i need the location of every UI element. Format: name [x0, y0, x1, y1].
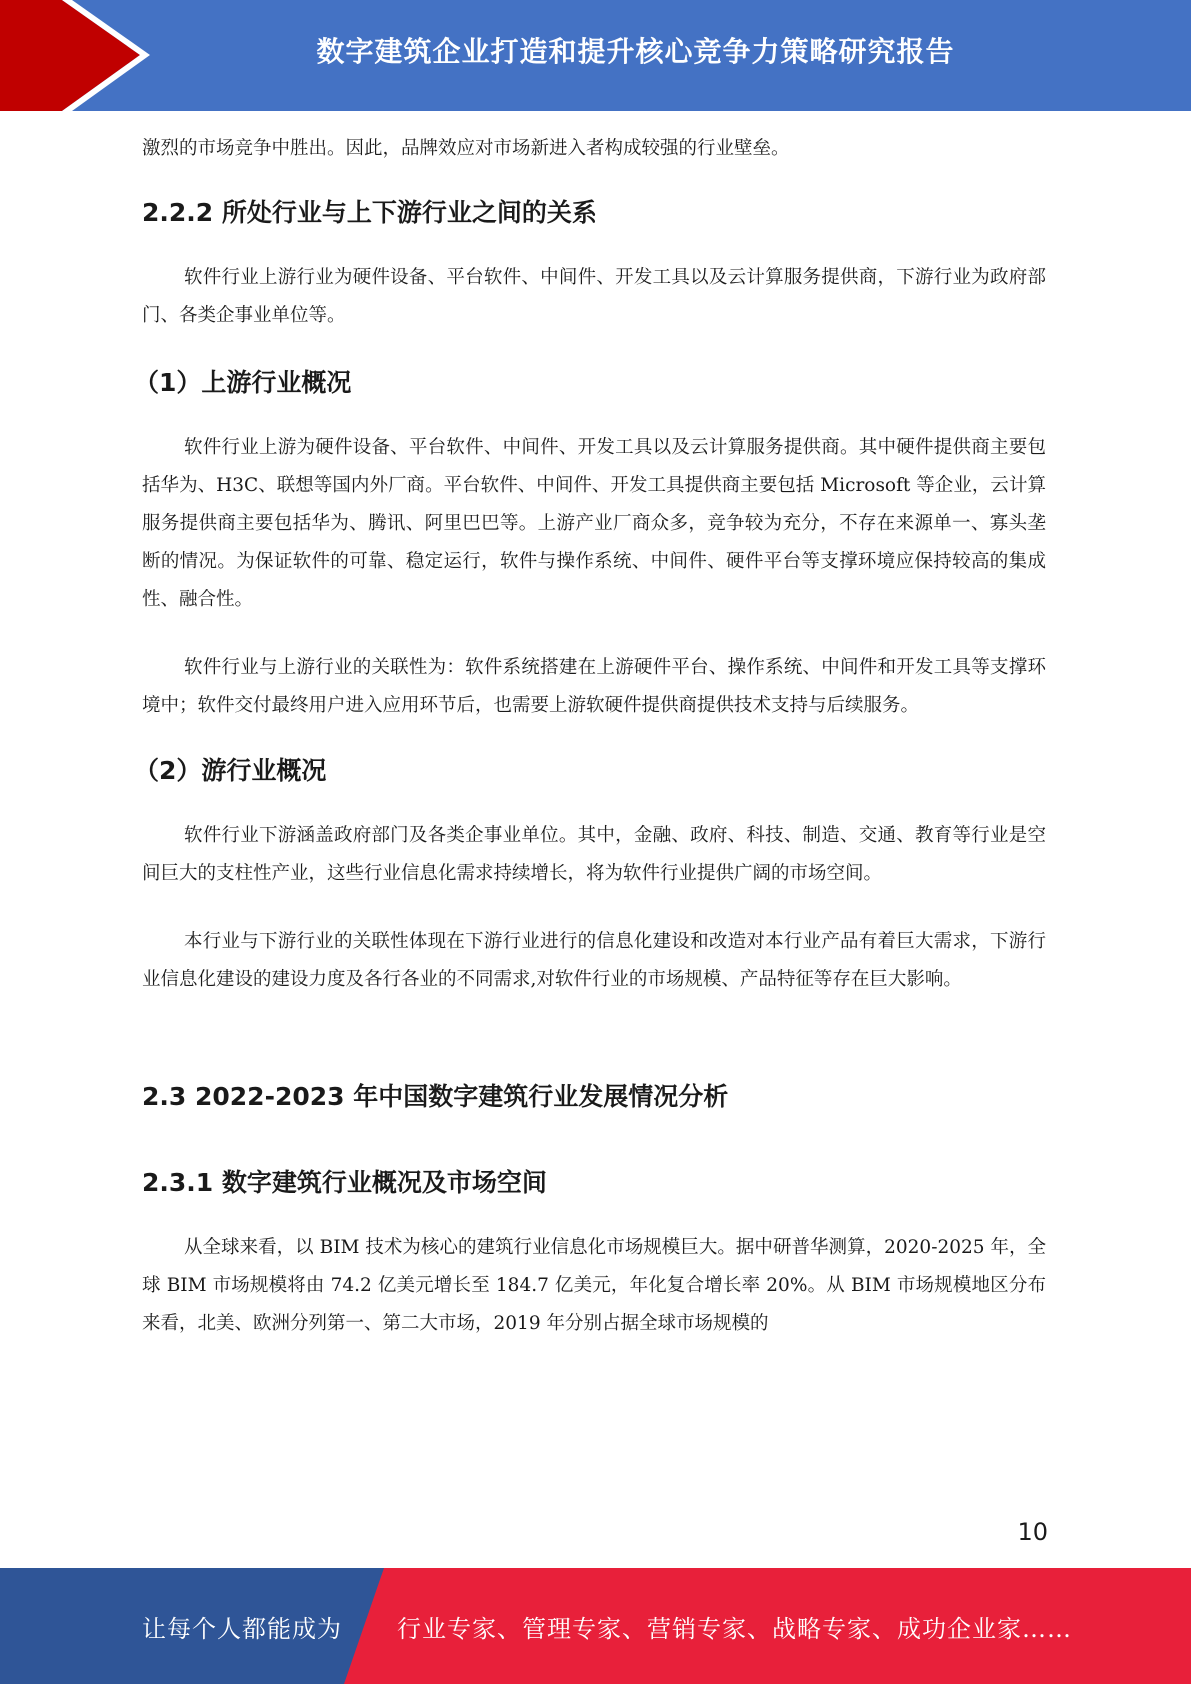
section-heading-2-3: 2.3 2022-2023 年中国数字建筑行业发展情况分析: [142, 1082, 729, 1111]
section-heading-2-3-1: 2.3.1 数字建筑行业概况及市场空间: [142, 1168, 547, 1197]
document-title: 数字建筑企业打造和提升核心竞争力策略研究报告: [316, 35, 955, 68]
footer-slogan-left: 让每个人都能成为: [142, 1614, 342, 1643]
paragraph-upstream-2: 软件行业与上游行业的关联性为：软件系统搭建在上游硬件平台、操作系统、中间件和开发工具等支撑环境中；软件交付最终用户进入应用环节后，也需要上游软硬件提供商提供技术支持与后续服务。: [142, 657, 1046, 716]
page-number: 10: [1017, 1518, 1048, 1546]
paragraph-2-3-1: 从全球来看，以 BIM 技术为核心的建筑行业信息化市场规模巨大。据中研普华测算，2020-2025 年，全球 BIM 市场规模将由 74.2 亿美元增长至 184.7 亿美元，年化复合增长率 20%。从 BIM 市场规模地区分布来看，北美、欧洲分列第一、第二大市场，2019 年分别占据全球市场规模的: [142, 1237, 1046, 1334]
footer-slogan-right: 行业专家、管理专家、营销专家、战略专家、成功企业家……: [397, 1614, 1072, 1643]
section-heading-2-2-2: 2.2.2 所处行业与上下游行业之间的关系: [142, 198, 597, 227]
page-footer: [0, 1568, 1191, 1684]
paragraph-upstream-1: 软件行业上游为硬件设备、平台软件、中间件、开发工具以及云计算服务提供商。其中硬件提供商主要包括华为、H3C、联想等国内外厂商。平台软件、中间件、开发工具提供商主要包括 Microsoft 等企业，云计算服务提供商主要包括华为、腾讯、阿里巴巴等。上游产业厂商众多，竞争较为充分，不存在来源单一、寡头垄断的情况。为保证软件的可靠、稳定运行，软件与操作系统、中间件、硬件平台等支撑环境应保持较高的集成性、融合性。: [142, 437, 1046, 610]
page-content: [134, 130, 1046, 1343]
subsection-heading-downstream: （2）游行业概况: [134, 756, 327, 785]
page-header: [0, 0, 1191, 111]
header-chevron-icon: [0, 0, 160, 111]
subsection-heading-upstream: （1）上游行业概况: [134, 368, 352, 397]
paragraph-downstream-1: 软件行业下游涵盖政府部门及各类企事业单位。其中，金融、政府、科技、制造、交通、教育等行业是空间巨大的支柱性产业，这些行业信息化需求持续增长，将为软件行业提供广阔的市场空间。: [142, 825, 1046, 884]
paragraph-continuation: 激烈的市场竞争中胜出。因此，品牌效应对市场新进入者构成较强的行业壁垒。: [142, 138, 790, 159]
paragraph-2-2-2: 软件行业上游行业为硬件设备、平台软件、中间件、开发工具以及云计算服务提供商，下游行业为政府部门、各类企事业单位等。: [142, 267, 1046, 326]
paragraph-downstream-2: 本行业与下游行业的关联性体现在下游行业进行的信息化建设和改造对本行业产品有着巨大需求，下游行业信息化建设的建设力度及各行各业的不同需求,对软件行业的市场规模、产品特征等存在巨大影响。: [142, 931, 1046, 990]
